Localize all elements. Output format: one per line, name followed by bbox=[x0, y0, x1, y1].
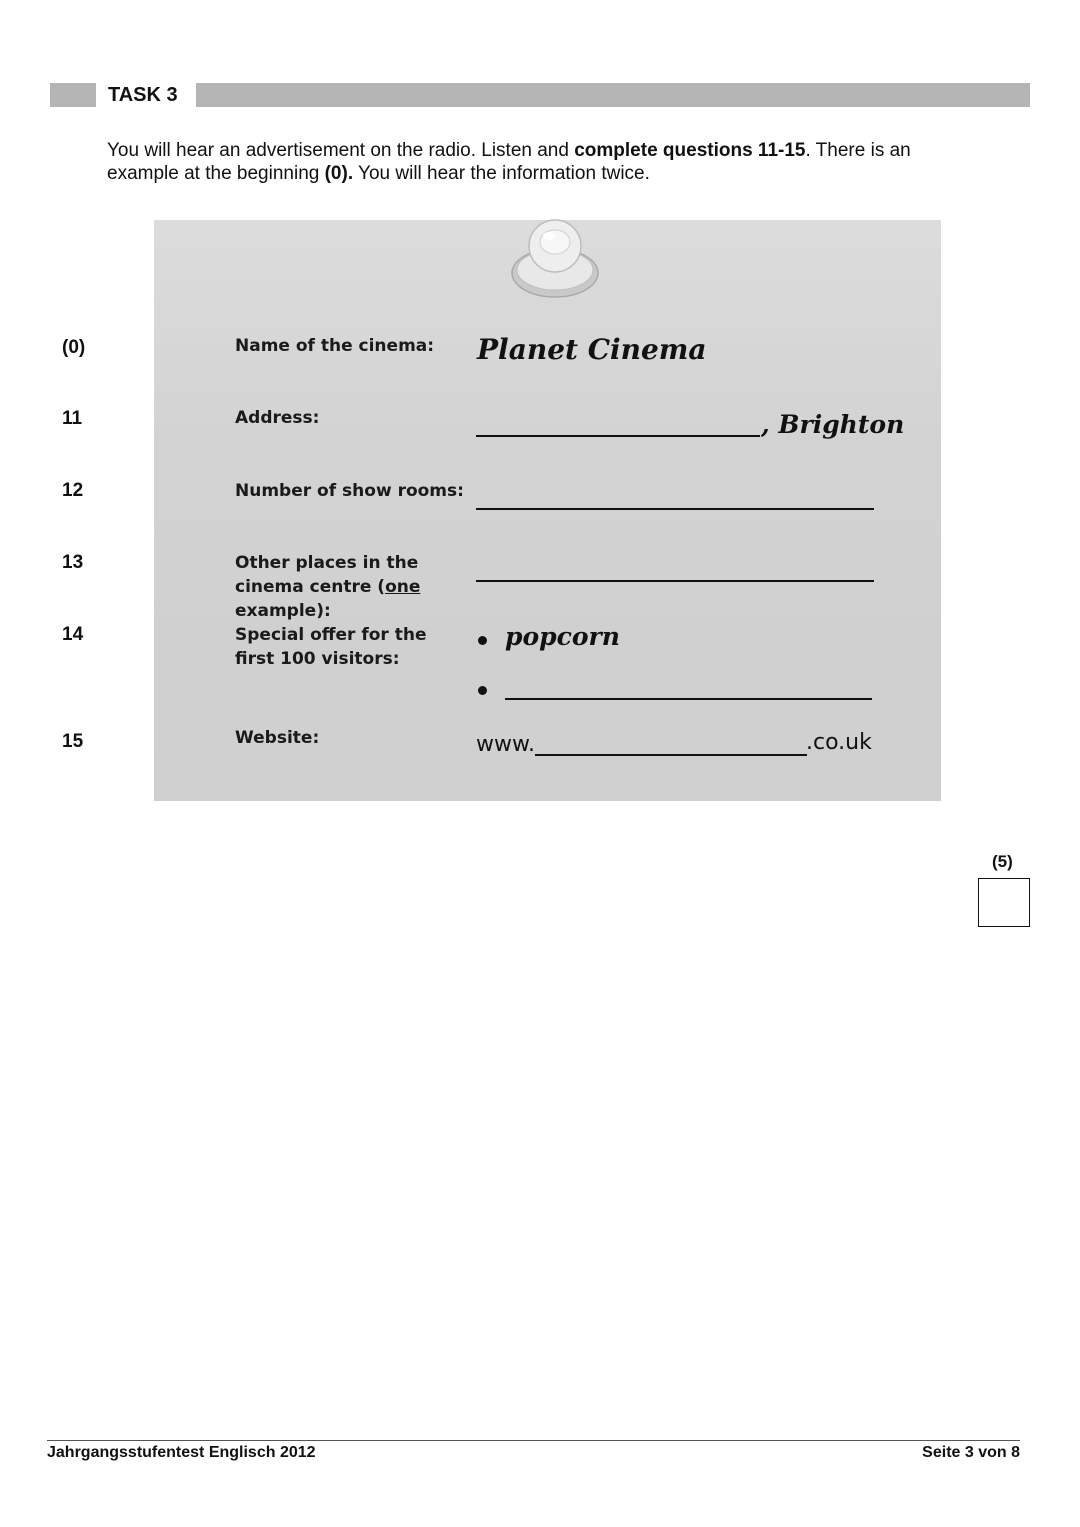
label-other-places bbox=[235, 551, 470, 623]
answer-cinema-name: Planet Cinema bbox=[477, 333, 707, 366]
instructions-bold-example: (0). bbox=[324, 163, 354, 184]
instructions-text-2: . There is an example at the beginning bbox=[107, 140, 911, 184]
instructions-text-3: You will hear the information twice. bbox=[353, 163, 650, 184]
footer-divider bbox=[47, 1440, 1020, 1441]
label-address: Address: bbox=[235, 408, 320, 428]
question-number-11: 11 bbox=[62, 408, 83, 429]
question-number-15: 15 bbox=[62, 731, 84, 752]
label-website: Website: bbox=[235, 728, 320, 748]
question-number-14: 14 bbox=[62, 624, 84, 645]
answer-line-website[interactable] bbox=[535, 754, 807, 756]
question-number-13: 13 bbox=[62, 552, 84, 573]
website-suffix: .co.uk bbox=[806, 730, 872, 755]
points-label: (5) bbox=[992, 852, 1013, 871]
bullet-icon bbox=[478, 686, 487, 695]
label-other-places-text: Other places in the cinema centre ( bbox=[235, 553, 419, 597]
question-number-12: 12 bbox=[62, 480, 84, 501]
task-header-bar bbox=[50, 83, 1030, 107]
header-block-left bbox=[50, 83, 96, 107]
website-prefix: www. bbox=[476, 732, 535, 757]
label-other-places-end: example): bbox=[235, 601, 331, 621]
instructions-bold-questions: complete questions 11-15 bbox=[574, 140, 806, 161]
score-box[interactable] bbox=[978, 878, 1030, 927]
label-show-rooms: Number of show rooms: bbox=[235, 481, 464, 501]
instructions bbox=[107, 139, 987, 185]
task-title: TASK 3 bbox=[108, 84, 178, 106]
answer-line-other-places[interactable] bbox=[476, 580, 874, 582]
instructions-text-1: You will hear an advertisement on the radio. Listen and bbox=[107, 140, 575, 161]
label-cinema-name: Name of the cinema: bbox=[235, 336, 435, 356]
question-number-0: (0) bbox=[62, 337, 86, 358]
label-other-places-underlined: one bbox=[385, 577, 421, 597]
address-suffix: , Brighton bbox=[761, 410, 905, 439]
pushpin-icon bbox=[509, 218, 601, 300]
label-special-offer: Special offer for the first 100 visitors: bbox=[235, 625, 427, 669]
cinema-note-card bbox=[154, 220, 941, 801]
answer-line-show-rooms[interactable] bbox=[476, 508, 874, 510]
special-offer-example: popcorn bbox=[505, 622, 620, 651]
answer-line-address[interactable] bbox=[476, 435, 760, 437]
answer-line-special-offer[interactable] bbox=[505, 698, 872, 700]
header-block-right bbox=[196, 83, 1030, 107]
page-number: Seite 3 von 8 bbox=[922, 1444, 1020, 1461]
footer-title: Jahrgangsstufentest Englisch 2012 bbox=[47, 1444, 316, 1461]
bullet-icon bbox=[478, 636, 487, 645]
